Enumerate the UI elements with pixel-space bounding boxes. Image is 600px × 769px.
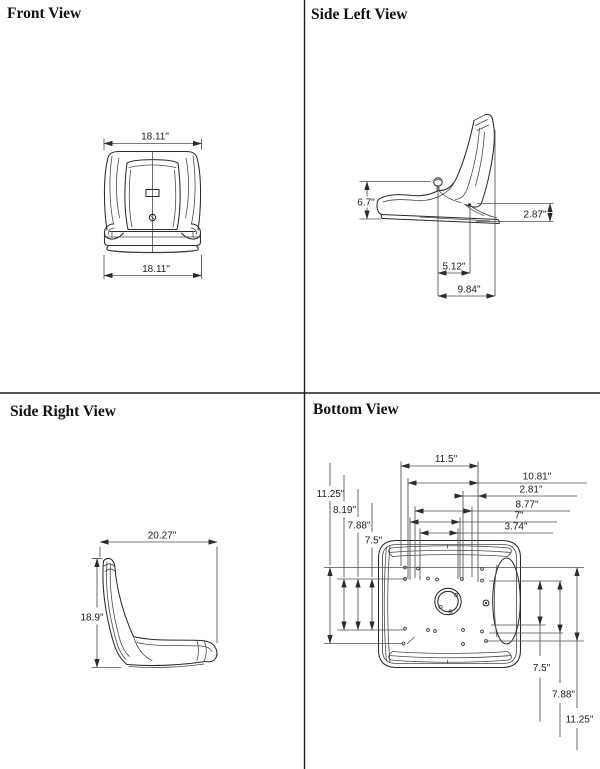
- bottom-view-title: Bottom View: [313, 401, 399, 418]
- bottom-dim-left-8-19-label: 8.19": [332, 505, 357, 516]
- front-top-width-label: 18.11": [141, 131, 169, 143]
- side-left-rear-clearance-label: 2.87": [523, 209, 547, 221]
- bottom-dim-10-81-label: 10.81": [522, 471, 552, 483]
- bottom-dimensions-top: [401, 454, 587, 582]
- front-dimension-bottom: [104, 255, 202, 279]
- side-left-mount-to-rear-label: 9.84": [457, 284, 481, 296]
- bottom-dim-11-5-label: 11.5": [434, 454, 458, 465]
- bottom-dim-right-7-88-label: 7.88": [551, 689, 576, 701]
- front-view: [7, 5, 202, 279]
- side-left-view: [311, 6, 554, 296]
- bottom-pan-drawing: [379, 541, 521, 668]
- bottom-swivel-hole-circle: [435, 588, 461, 614]
- bottom-dim-left-7-88-label: 7.88": [347, 520, 371, 532]
- side-left-dimensions: [357, 130, 553, 296]
- side-right-depth-label: 20.27": [147, 530, 177, 542]
- side-left-mount-spacing-label: 5.12": [442, 261, 466, 273]
- side-right-view-title: Side Right View: [10, 403, 116, 420]
- side-right-dimensions: [80, 531, 217, 668]
- bottom-dim-right-11-25-label: 11.25": [565, 714, 594, 726]
- front-view-title: Front View: [7, 5, 82, 22]
- bottom-dimensions-left: [317, 463, 584, 644]
- side-right-seat-drawing: [103, 558, 217, 667]
- bottom-dim-left-7-5-label: 7.5": [364, 535, 383, 547]
- bottom-dim-7-label: 7": [514, 510, 524, 522]
- bottom-dim-3-74-label: 3.74": [504, 521, 528, 533]
- front-seat-drawing: [104, 152, 200, 253]
- bottom-dim-8-77-label: 8.77": [515, 499, 539, 511]
- bottom-dim-left-11-25-label: 11.25": [316, 489, 345, 500]
- side-left-cushion-height-label: 6.7": [357, 197, 375, 209]
- side-left-mount-dot: [468, 203, 471, 206]
- side-left-view-title: Side Left View: [311, 6, 408, 23]
- bottom-dimensions-right: [486, 568, 594, 751]
- front-bottom-width-label: 18.11": [142, 264, 170, 275]
- bottom-dim-right-7-5-label: 7.5": [532, 663, 551, 674]
- bottom-dim-2-81-label: 2.81": [519, 484, 543, 496]
- side-right-height-label: 18.9": [80, 612, 104, 624]
- bottom-view: [313, 401, 594, 750]
- side-right-view: [10, 403, 217, 668]
- front-dimension-top: [104, 132, 202, 151]
